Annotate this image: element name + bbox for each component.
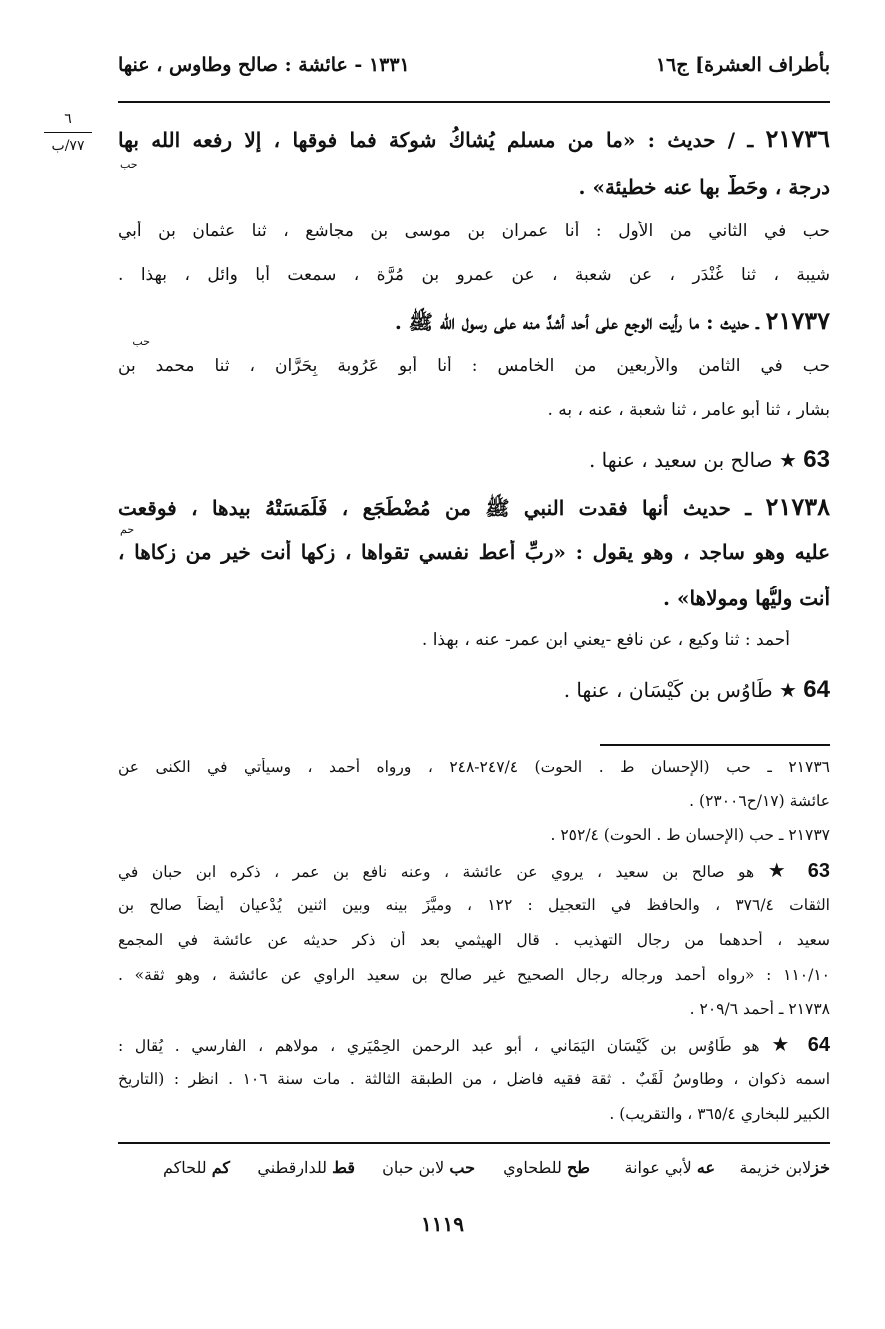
page-number: ١١١٩ [421, 1212, 464, 1236]
narrator-63-number: 63 [803, 446, 830, 473]
hadith-21738-line-1: ٢١٧٣٨ ـ حديث أنها فقدت النبي ﷺ من مُضْطَجَع ، فَلَمَسَتْهُ بيدها ، فوقعت [118, 492, 830, 521]
footnote-line-4: 63 ★ هو صالح بن سعيد ، يروي عن عائشة ، وعنه نافع بن عمر ، ذكره ابن حبان في [118, 858, 830, 882]
hadith-21737-source-1: حب في الثامن والأربعين من الخامس : أنا أبو عَرُوبة بِحَرَّان ، ثنا محمد بن [118, 356, 830, 376]
hadith-21738-line-2: عليه وهو ساجد ، وهو يقول : «ربِّ أعط نفسي تقواها ، زكها أنت خير من زكاها ، [118, 540, 830, 564]
hadith-21736-line-2: درجة ، وحَطَّ بها عنه خطيئة» . [578, 175, 830, 199]
narrator-63-name: صالح بن سعيد ، عنها . [588, 448, 773, 472]
footnote-line-6: سعيد ، أحدهما من رجال التهذيب . قال الهيثمي بعد أن ذكر حديثه عن عائشة في المجمع [118, 931, 830, 949]
margin-note-bottom: ٧٧/ب [51, 138, 85, 154]
hadith-21736-number: ٢١٧٣٦ [765, 124, 830, 153]
abbr-th: طح للطحاوي [503, 1158, 590, 1177]
footnote-line-5: الثقات ٣٧٦/٤ ، والحافظ في التعجيل : ١٢٢ ، وميَّزَ بينه وبين اثنين يُدْعيان أيضاً صالح بن [118, 896, 830, 914]
footnote-63-number: 63 [807, 860, 830, 882]
hadith-21738-line-3: أنت وليُّها ومولاها» . [663, 586, 830, 610]
footnote-separator [600, 744, 830, 746]
margin-note [40, 112, 96, 153]
abbr-qt: قط للدارقطني [257, 1158, 355, 1177]
hadith-21738-source-code: حم [120, 523, 135, 536]
hadith-21736-line-1: ٢١٧٣٦ ـ / حديث : «ما من مسلم يُشاكُ شوكة فما فوقها ، إلا رفعه الله بها [118, 124, 830, 153]
abbr-km: كم للحاكم [163, 1158, 230, 1177]
hadith-21737-source-code: حب [132, 335, 150, 348]
running-header [118, 54, 830, 88]
hadith-21738-source-1: أحمد : ثنا وكيع ، عن نافع -يعني ابن عمر- عنه ، بهذا . [421, 630, 790, 650]
narrator-heading-63 [118, 446, 830, 474]
star-icon: ★ [767, 858, 795, 882]
hadith-21737-number: ٢١٧٣٧ [765, 306, 830, 335]
margin-note-divider [44, 132, 92, 133]
header-book-title: بأطراف العشرة] ج١٦ [655, 54, 830, 76]
footnote-line-7: ١١٠/١٠ : «رواه أحمد ورجاله رجال الصحيح غير صالح بن سعيد الراوي عن عائشة ، وهو ثقة» . [118, 966, 830, 984]
abbr-ah: عه لأبي عوانة [624, 1158, 715, 1177]
footnote-line-9: 64 ★ هو طَاوُس بن كَيْسَان اليَمَاني ، أبو عبد الرحمن الحِمْيَري ، مولاهم ، الفارسي . يُقال : [118, 1032, 830, 1056]
margin-note-top: ٦ [64, 111, 72, 127]
narrator-64-name: طَاوُس بن كَيْسَان ، عنها . [563, 678, 773, 702]
footnote-line-1: ٢١٧٣٦ ـ حب (الإحسان ط . الحوت) ٢٤٧/٤-٢٤٨ ، ورواه أحمد ، وسيأتي في الكنى عن [118, 758, 830, 776]
star-icon: ★ [779, 448, 797, 472]
narrator-64-number: 64 [803, 676, 830, 703]
abbr-khz: خزلابن خزيمة [739, 1158, 830, 1177]
hadith-21736-source-1: حب في الثاني من الأول : أنا عمران بن موسى بن مجاشع ، ثنا عثمان بن أبي [118, 221, 830, 241]
abbreviations-key [118, 1158, 830, 1186]
footnote-line-8: ٢١٧٣٨ ـ أحمد ٢٠٩/٦ . [689, 1000, 830, 1018]
hadith-21736-source-2: شيبة ، ثنا غُنْدَر ، عن شعبة ، عن عمرو بن مُرَّة ، سمعت أبا وائل ، بهذا . [118, 265, 830, 285]
hadith-21738-number: ٢١٧٣٨ [765, 492, 830, 521]
header-rule [118, 101, 830, 103]
star-icon: ★ [779, 678, 797, 702]
footnote-64-number: 64 [807, 1034, 830, 1056]
footnote-line-11: الكبير للبخاري ٣٦٥/٤ ، والتقريب) . [609, 1105, 830, 1123]
footnote-line-10: اسمه ذكوان ، وطاوسُ لَقَبٌ . ثقة فقيه فاضل ، من الطبقة الثالثة . مات سنة ١٠٦ . انظر : (التاريخ [118, 1070, 830, 1088]
hadith-21737-line-1: ٢١٧٣٧ ـ حديث : ما رأيت الوجع على أحد أشدَّ منه على رسول الله ﷺ . [394, 306, 830, 335]
narrator-heading-64 [118, 676, 830, 704]
footnote-line-2: عائشة (١٧/ح٢٣٠٠٦) . [689, 792, 830, 810]
footnote-line-3: ٢١٧٣٧ ـ حب (الإحسان ط . الحوت) ٢٥٢/٤ . [550, 826, 830, 844]
star-icon: ★ [771, 1032, 797, 1056]
abbr-hb: حب لابن حبان [382, 1158, 475, 1177]
abbreviations-rule [118, 1142, 830, 1144]
hadith-21736-source-code: حب [120, 158, 138, 171]
header-section-title: ١٣٣١ - عائشة : صالح وطاوس ، عنها [118, 54, 410, 76]
hadith-21737-source-2: بشار ، ثنا أبو عامر ، ثنا شعبة ، عنه ، به . [547, 400, 830, 420]
